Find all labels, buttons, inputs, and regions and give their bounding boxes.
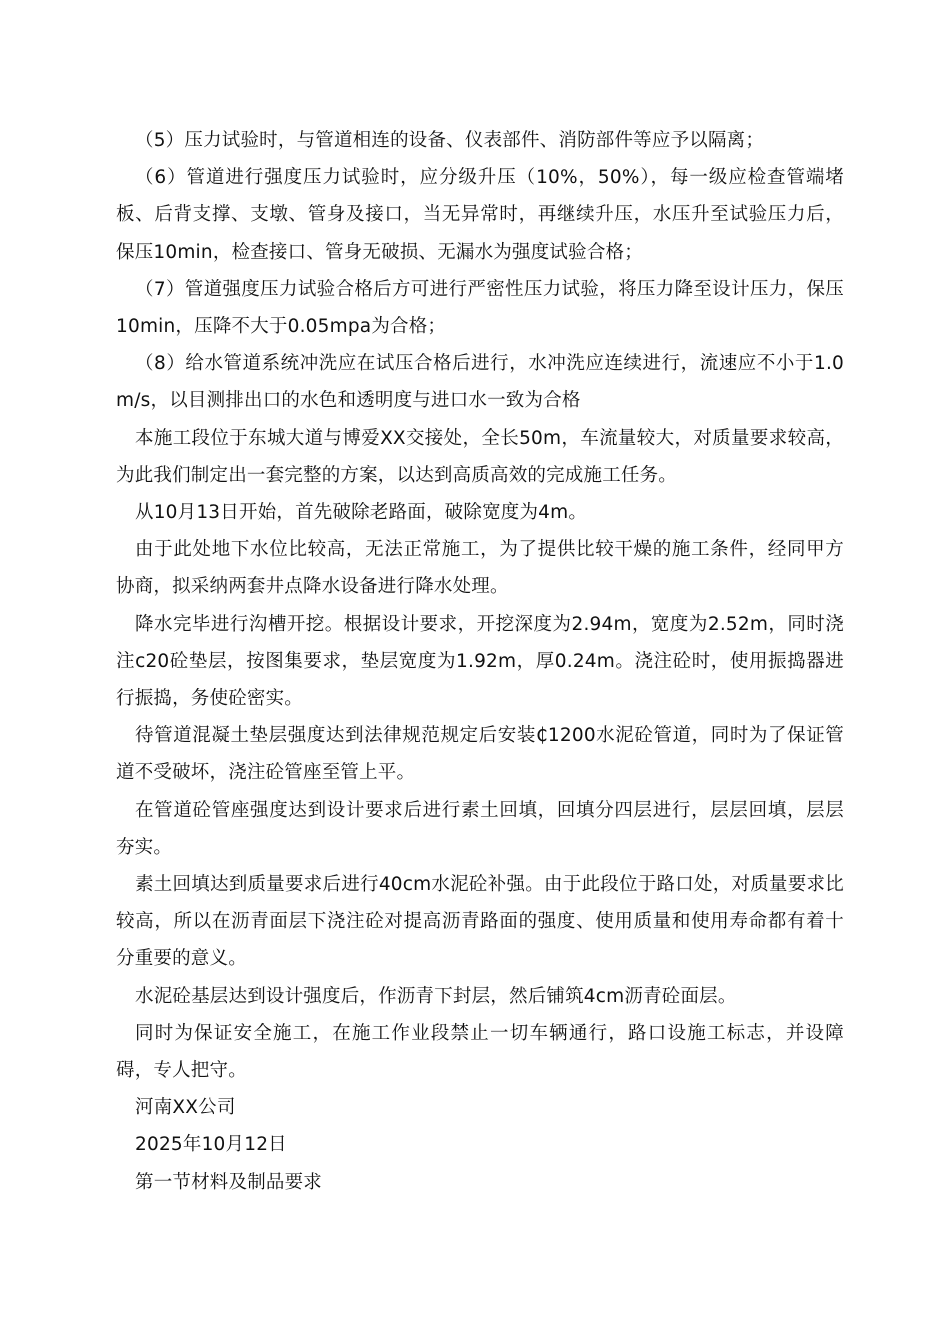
paragraph-flushing-requirement: （8）给水管道系统冲洗应在试压合格后进行，水冲洗应连续进行，流速应不小于1.0m/s，以目测排出口的水色和透明度与进口水一致为合格 xyxy=(116,353,844,412)
paragraph-dewatering: 由于此处地下水位比较高，无法正常施工，为了提供比较干燥的施工条件，经同甲方协商，拟采纳两套井点降水设备进行降水处理。 xyxy=(116,539,844,598)
paragraph-strength-pressure-test: （6）管道进行强度压力试验时，应分级升压（10%，50%），每一级应检查管端堵板、后背支撑、支墩、管身及接口，当无异常时，再继续升压，水压升至试验压力后，保压10min，检查接口、管身无破损、无漏水为强度试验合格； xyxy=(116,167,844,263)
section-heading: 第一节材料及制品要求 xyxy=(135,1171,323,1193)
paragraph-safety-measures: 同时为保证安全施工，在施工作业段禁止一切车辆通行，路口设施工标志，并设障碍，专人把守。 xyxy=(116,1022,844,1082)
paragraph-asphalt-layer: 水泥砼基层达到设计强度后，作沥青下封层，然后铺筑4cm沥青砼面层。 xyxy=(135,985,737,1007)
paragraph-tightness-pressure-test: （7）管道强度压力试验合格后方可进行严密性压力试验，将压力降至设计压力，保压10min，压降不大于0.05mpa为合格； xyxy=(116,278,844,338)
document-body xyxy=(116,122,844,1201)
paragraph-concrete-reinforcement: 素土回填达到质量要求后进行40cm水泥砼补强。由于此段位于路口处，对质量要求比较高，所以在沥青面层下浇注砼对提高沥青路面的强度、使用质量和使用寿命都有着十分重要的意义。 xyxy=(116,874,844,970)
paragraph-backfill: 在管道砼管座强度达到设计要求后进行素土回填，回填分四层进行，层层回填，层层夯实。 xyxy=(116,799,844,858)
paragraph-pressure-test-isolation: （5）压力试验时，与管道相连的设备、仪表部件、消防部件等应予以隔离； xyxy=(135,130,765,151)
paragraph-pipe-installation: 待管道混凝土垫层强度达到法律规范规定后安装₵1200水泥砼管道，同时为了保证管道不受破坏，浇注砼管座至管上平。 xyxy=(116,725,844,784)
document-date: 2025年10月12日 xyxy=(135,1134,287,1156)
paragraph-trench-excavation: 降水完毕进行沟槽开挖。根据设计要求，开挖深度为2.94m，宽度为2.52m，同时浇注c20砼垫层，按图集要求，垫层宽度为1.92m，厚0.24m。浇注砼时，使用振捣器进行振捣，务使砼密实。 xyxy=(116,613,844,710)
paragraph-site-overview: 本施工段位于东城大道与博爱XX交接处，全长50m，车流量较大，对质量要求较高，为此我们制定出一套完整的方案，以达到高质高效的完成施工任务。 xyxy=(116,427,844,486)
paragraph-start-date: 从10月13日开始，首先破除老路面，破除宽度为4m。 xyxy=(135,502,588,524)
company-name: 河南XX公司 xyxy=(135,1097,236,1119)
